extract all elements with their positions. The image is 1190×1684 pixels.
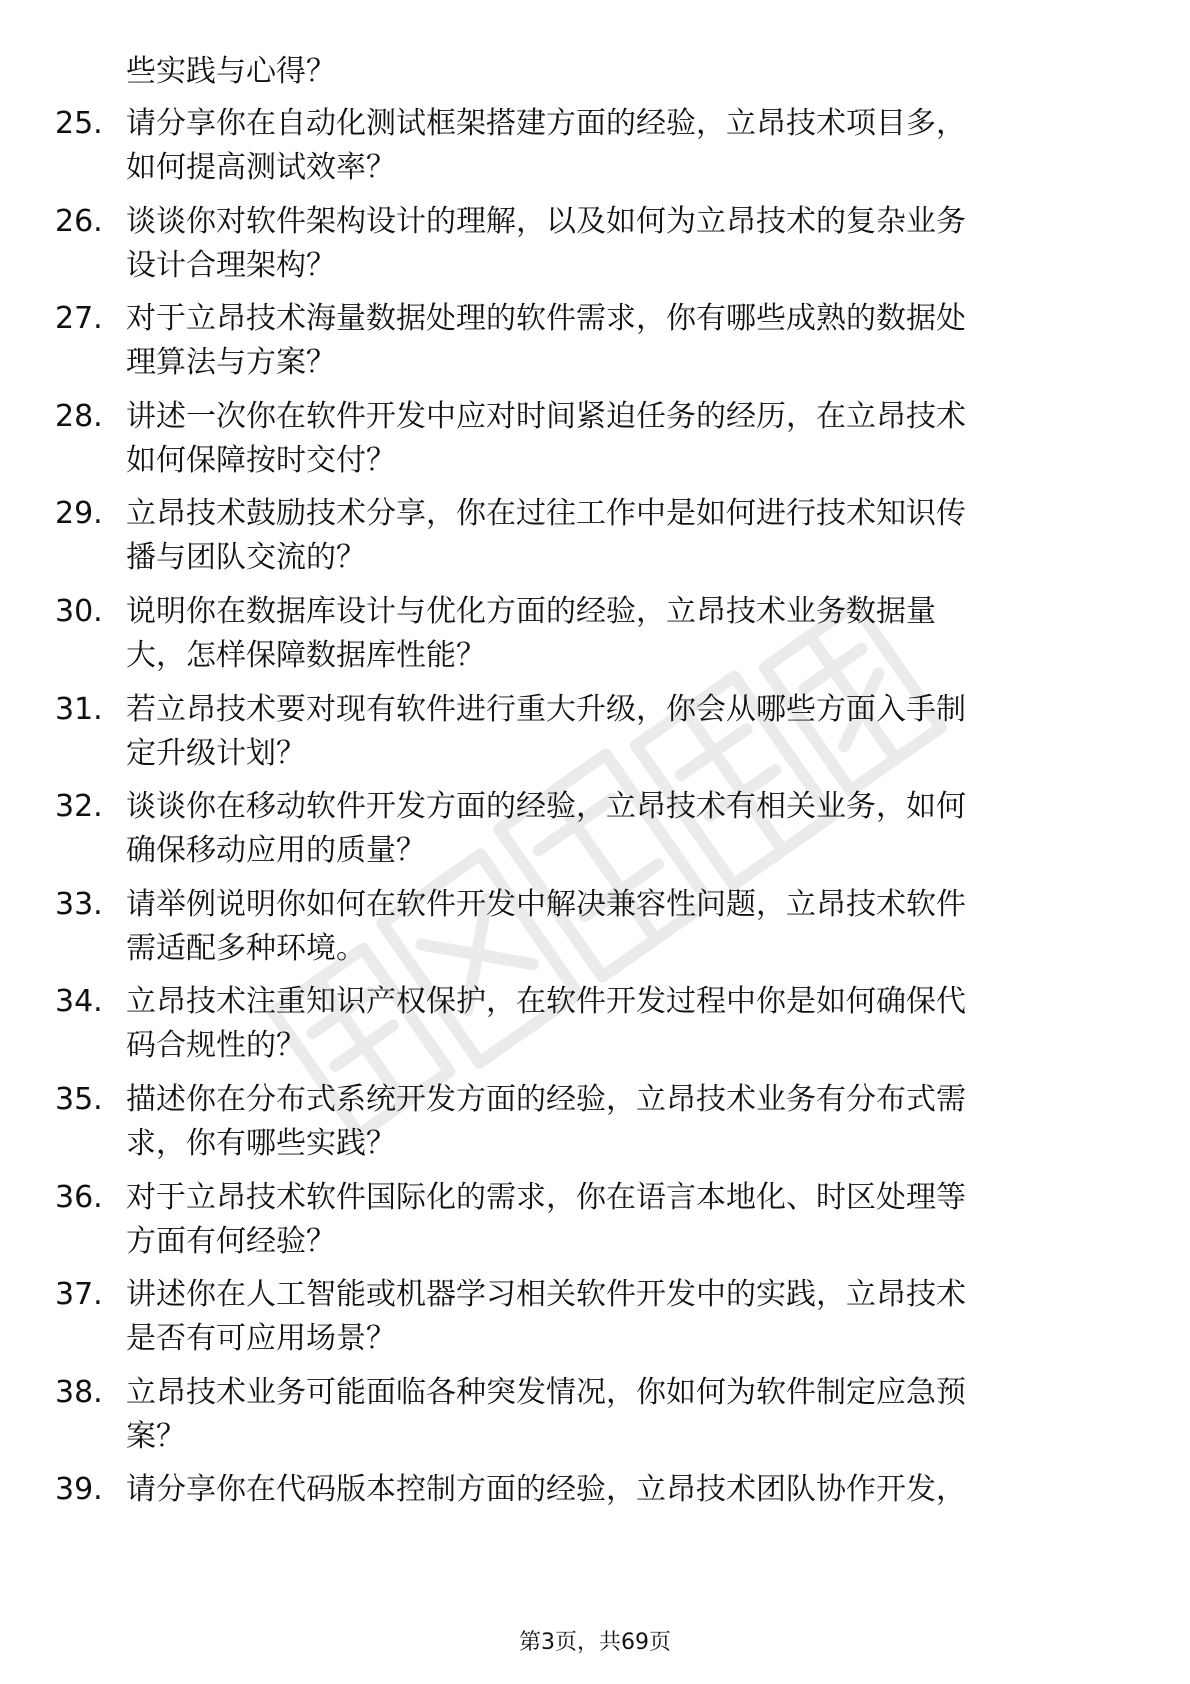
question-number: 39. [55,1472,103,1508]
question-number: 33. [55,886,103,922]
question-item [0,492,1190,590]
question-text [126,102,1126,190]
question-list [0,102,1190,1566]
question-text-line: 确保移动应用的质量？ [126,833,426,869]
question-text [126,1273,1126,1361]
question-text-line: 若立昂技术要对现有软件进行重大升级，你会从哪些方面入手制 [126,691,966,727]
question-text [126,883,1126,971]
question-text-line: 请分享你在自动化测试框架搭建方面的经验，立昂技术项目多， [126,106,966,141]
question-text-line: 描述你在分布式系统开发方面的经验，立昂技术业务有分布式需 [126,1081,966,1117]
question-item [0,590,1190,688]
question-number: 30. [55,593,103,629]
question-text-line: 设计合理架构？ [126,247,336,283]
question-text-line: 讲述你在人工智能或机器学习相关软件开发中的实践，立昂技术 [126,1277,966,1313]
question-text [126,1371,1126,1459]
question-item [0,1273,1190,1371]
page-footer: 第3页，共69页 [519,1630,671,1655]
question-text [126,395,1126,483]
question-text [126,297,1126,385]
question-text-line: 需适配多种环境。 [126,930,366,966]
question-text-line: 播与团队交流的？ [126,540,366,576]
question-item [0,102,1190,200]
question-number: 36. [55,1179,103,1215]
question-item [0,395,1190,493]
question-item [0,1078,1190,1176]
question-item [0,688,1190,786]
question-text-line: 谈谈你在移动软件开发方面的经验，立昂技术有相关业务，如何 [126,789,966,825]
question-text [126,1468,1126,1512]
question-text-line: 立昂技术注重知识产权保护，在软件开发过程中你是如何确保代 [126,984,966,1020]
question-item [0,1468,1190,1566]
question-item [0,297,1190,395]
question-item [0,1371,1190,1469]
question-number: 27. [55,301,103,337]
question-text-line: 求，你有哪些实践？ [126,1125,396,1161]
question-number: 35. [55,1081,103,1117]
question-text [126,590,1126,678]
question-number: 31. [55,691,103,727]
question-text-line: 理算法与方案？ [126,345,336,381]
question-text [126,785,1126,873]
question-number: 37. [55,1277,103,1313]
question-text-line: 定升级计划？ [126,735,306,771]
question-text-line: 立昂技术鼓励技术分享，你在过往工作中是如何进行技术知识传 [126,496,966,532]
question-text-line: 请分享你在代码版本控制方面的经验，立昂技术团队协作开发， [126,1472,966,1508]
question-number: 25. [55,106,103,141]
question-number: 32. [55,789,103,825]
question-text [126,688,1126,776]
question-item [0,785,1190,883]
question-item [0,1176,1190,1274]
question-text-line: 如何保障按时交付？ [126,442,396,478]
question-text-line: 对于立昂技术软件国际化的需求，你在语言本地化、时区处理等 [126,1179,966,1215]
question-text [126,200,1126,288]
question-text-line: 方面有何经验？ [126,1223,336,1259]
question-item [0,883,1190,981]
question-number: 38. [55,1374,103,1410]
question-text-line: 请举例说明你如何在软件开发中解决兼容性问题，立昂技术软件 [126,886,966,922]
question-text [126,492,1126,580]
question-text-line: 立昂技术业务可能面临各种突发情况，你如何为软件制定应急预 [126,1374,966,1410]
question-text-line: 谈谈你对软件架构设计的理解，以及如何为立昂技术的复杂业务 [126,203,966,239]
question-number: 28. [55,398,103,434]
question-text-line: 如何提高测试效率？ [126,150,396,185]
question-text-line: 讲述一次你在软件开发中应对时间紧迫任务的经历，在立昂技术 [126,398,966,434]
question-text [126,1176,1126,1264]
question-number: 26. [55,203,103,239]
question-text-line: 是否有可应用场景？ [126,1321,396,1357]
question-item [0,980,1190,1078]
question-text-line: 案？ [126,1418,186,1454]
question-text-line: 说明你在数据库设计与优化方面的经验，立昂技术业务数据量 [126,593,936,629]
question-number: 29. [55,496,103,532]
continued-question-tail: 些实践与心得？ [126,54,336,89]
question-text-line: 码合规性的？ [126,1028,306,1064]
question-text-line: 对于立昂技术海量数据处理的软件需求，你有哪些成熟的数据处 [126,301,966,337]
question-number: 34. [55,984,103,1020]
question-item [0,200,1190,298]
question-text [126,980,1126,1068]
question-text [126,1078,1126,1166]
question-text-line: 大，怎样保障数据库性能？ [126,637,486,673]
